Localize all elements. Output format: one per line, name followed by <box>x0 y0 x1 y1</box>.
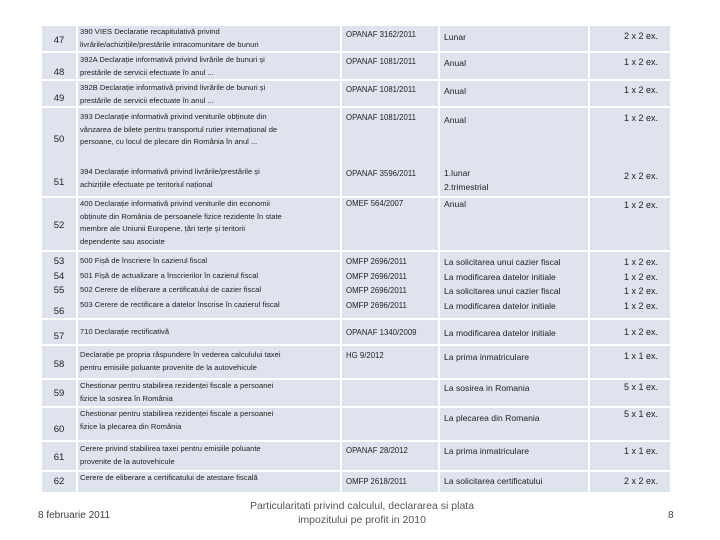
frequency: La prima inmatriculare <box>444 446 530 456</box>
frequency: La solicitarea certificatului <box>444 476 543 486</box>
frequency: Anual <box>444 199 466 209</box>
legal-act: OPANAF 1081/2011 <box>346 113 416 122</box>
table-row <box>42 166 670 196</box>
row-number: 50 <box>53 134 65 145</box>
row-number: 57 <box>53 331 65 342</box>
table-row <box>42 198 670 250</box>
legal-act: OPANAF 1081/2011 <box>346 85 416 94</box>
table-row <box>42 53 670 79</box>
row-number: 47 <box>53 35 65 46</box>
copies: 2 x 2 ex. <box>623 171 658 181</box>
row-number: 49 <box>53 93 65 104</box>
legal-act: OPANAF 1081/2011 <box>346 57 416 66</box>
frequency: Anual <box>444 115 466 125</box>
copies: 1 x 2 ex. <box>623 57 658 67</box>
legal-act: OMFP 2618/2011 <box>346 477 407 486</box>
frequency: Anual <box>444 58 466 68</box>
copies: 2 x 2 ex. <box>623 476 658 486</box>
row-number: 61 <box>53 452 65 463</box>
row-number: 52 <box>53 220 65 231</box>
copies: 5 x 1 ex. <box>623 382 658 392</box>
table-row <box>42 252 670 318</box>
table-row <box>42 81 670 106</box>
legal-act: HG 9/2012 <box>346 351 384 360</box>
form-description: 392B Declarație informativă privind livrările de bunuri și prestările de servicii efectuate în anul ... <box>80 83 266 105</box>
row-number: 62 <box>53 476 65 487</box>
form-description: Cerere privind stabilirea taxei pentru emisiile poluante provenite de la autovehicule <box>80 444 261 466</box>
frequency: Lunar <box>444 32 466 42</box>
legal-act: OPANAF 3596/2011 <box>346 169 416 178</box>
footer-title: Particularitati privind calculul, declararea si plata impozitului pe profit in 2010 <box>249 500 475 526</box>
form-description: 710 Declarație rectificativă <box>80 327 170 336</box>
frequency: La plecarea din Romania <box>444 413 540 423</box>
form-description: Cerere de eliberare a certificatului de atestare fiscală <box>80 473 258 482</box>
table-row <box>42 26 670 51</box>
form-description: Chestionar pentru stabilirea rezidenței fiscale a persoanei fizice la sosirea în România <box>80 381 274 403</box>
form-description: 390 VIES Declaratie recapitulativă privind livrările/achizițiile/prestările intracomunitare de bunuri <box>80 27 259 49</box>
frequency: La modificarea datelor initiale <box>444 328 556 338</box>
form-description: 393 Declarație informativă privind veniturile obținute din vânzarea de bilete pentru transportul rutier internațional de persoane, cu locul de plecare din România în anul ... <box>80 112 278 147</box>
form-description: Declarație pe propria răspundere în vederea calculului taxei pentru emisiile poluante provenite de la autovehicule <box>80 350 281 372</box>
copies: 2 x 2 ex. <box>623 31 658 41</box>
legal-act: OMFP 2696/2011 OMFP 2696/2011 OMFP 2696/2011 OMFP 2696/2011 <box>346 257 407 310</box>
frequency: Anual <box>444 86 466 96</box>
copies: 1 x 2 ex. <box>623 327 658 337</box>
footer-date: 8 februarie 2011 <box>38 510 111 521</box>
legal-act <box>342 408 438 440</box>
copies: 1 x 2 ex. 1 x 2 ex. 1 x 2 ex. 1 x 2 ex. <box>623 257 658 311</box>
table-row <box>42 408 670 440</box>
form-description: 392A Declarație informativă privind livrările de bunuri și prestările de servicii efectuate în anul ... <box>80 55 265 77</box>
legal-act: OPANAF 1340/2009 <box>346 328 417 337</box>
copies: 1 x 2 ex. <box>623 113 658 123</box>
table-row <box>42 320 670 344</box>
form-description: 400 Declarație informativă privind veniturile din economii obținute din România de persoanele fizice rezidente în state membre ale Uniunii Europene, țări terțe și teritorii dependente sau asociate <box>80 199 282 246</box>
copies: 5 x 1 ex. <box>623 409 658 419</box>
legal-act: OMEF 564/2007 <box>346 199 404 208</box>
frequency: La sosirea in Romania <box>444 383 530 393</box>
frequency: 1.lunar 2.trimestrial <box>444 168 489 192</box>
form-description: Chestionar pentru stabilirea rezidenței fiscale a persoanei fizice la plecarea din România <box>80 409 274 431</box>
frequency: La solicitarea unui cazier fiscal La modificarea datelor initiale La solicitarea unui cazier fiscal La modificarea datelor initiale <box>444 257 561 311</box>
page-number: 8 <box>668 510 674 521</box>
copies: 1 x 1 ex. <box>623 351 658 361</box>
table-row <box>42 472 670 492</box>
legal-act: OPANAF 28/2012 <box>346 446 408 455</box>
form-description: 394 Declarație informativă privind livrările/prestările și achizițiile efectuate pe teritoriul național <box>80 167 260 189</box>
forms-table <box>42 26 670 494</box>
frequency: La prima inmatriculare <box>444 352 530 362</box>
row-number: 59 <box>53 388 65 399</box>
row-number: 48 <box>53 67 65 78</box>
row-number: 58 <box>53 359 65 370</box>
row-number: 51 <box>53 177 65 188</box>
copies: 1 x 2 ex. <box>623 85 658 95</box>
copies: 1 x 1 ex. <box>623 446 658 456</box>
copies: 1 x 2 ex. <box>623 200 658 210</box>
row-number: 60 <box>53 424 65 435</box>
legal-act <box>342 380 438 406</box>
row-number: 53 54 55 56 <box>53 256 65 317</box>
table-row <box>42 380 670 406</box>
table-row <box>42 346 670 378</box>
legal-act: OPANAF 3162/2011 <box>346 30 416 39</box>
table-row <box>42 442 670 470</box>
form-description: 500 Fișă de înscriere în cazierul fiscal 501 Fișă de actualizare a înscrierilor în cazierul fiscal 502 Cerere de eliberare a certificatului de cazier fiscal 503 Cerere de rectificare a datelor înscrise în cazierul fiscal <box>80 256 280 309</box>
